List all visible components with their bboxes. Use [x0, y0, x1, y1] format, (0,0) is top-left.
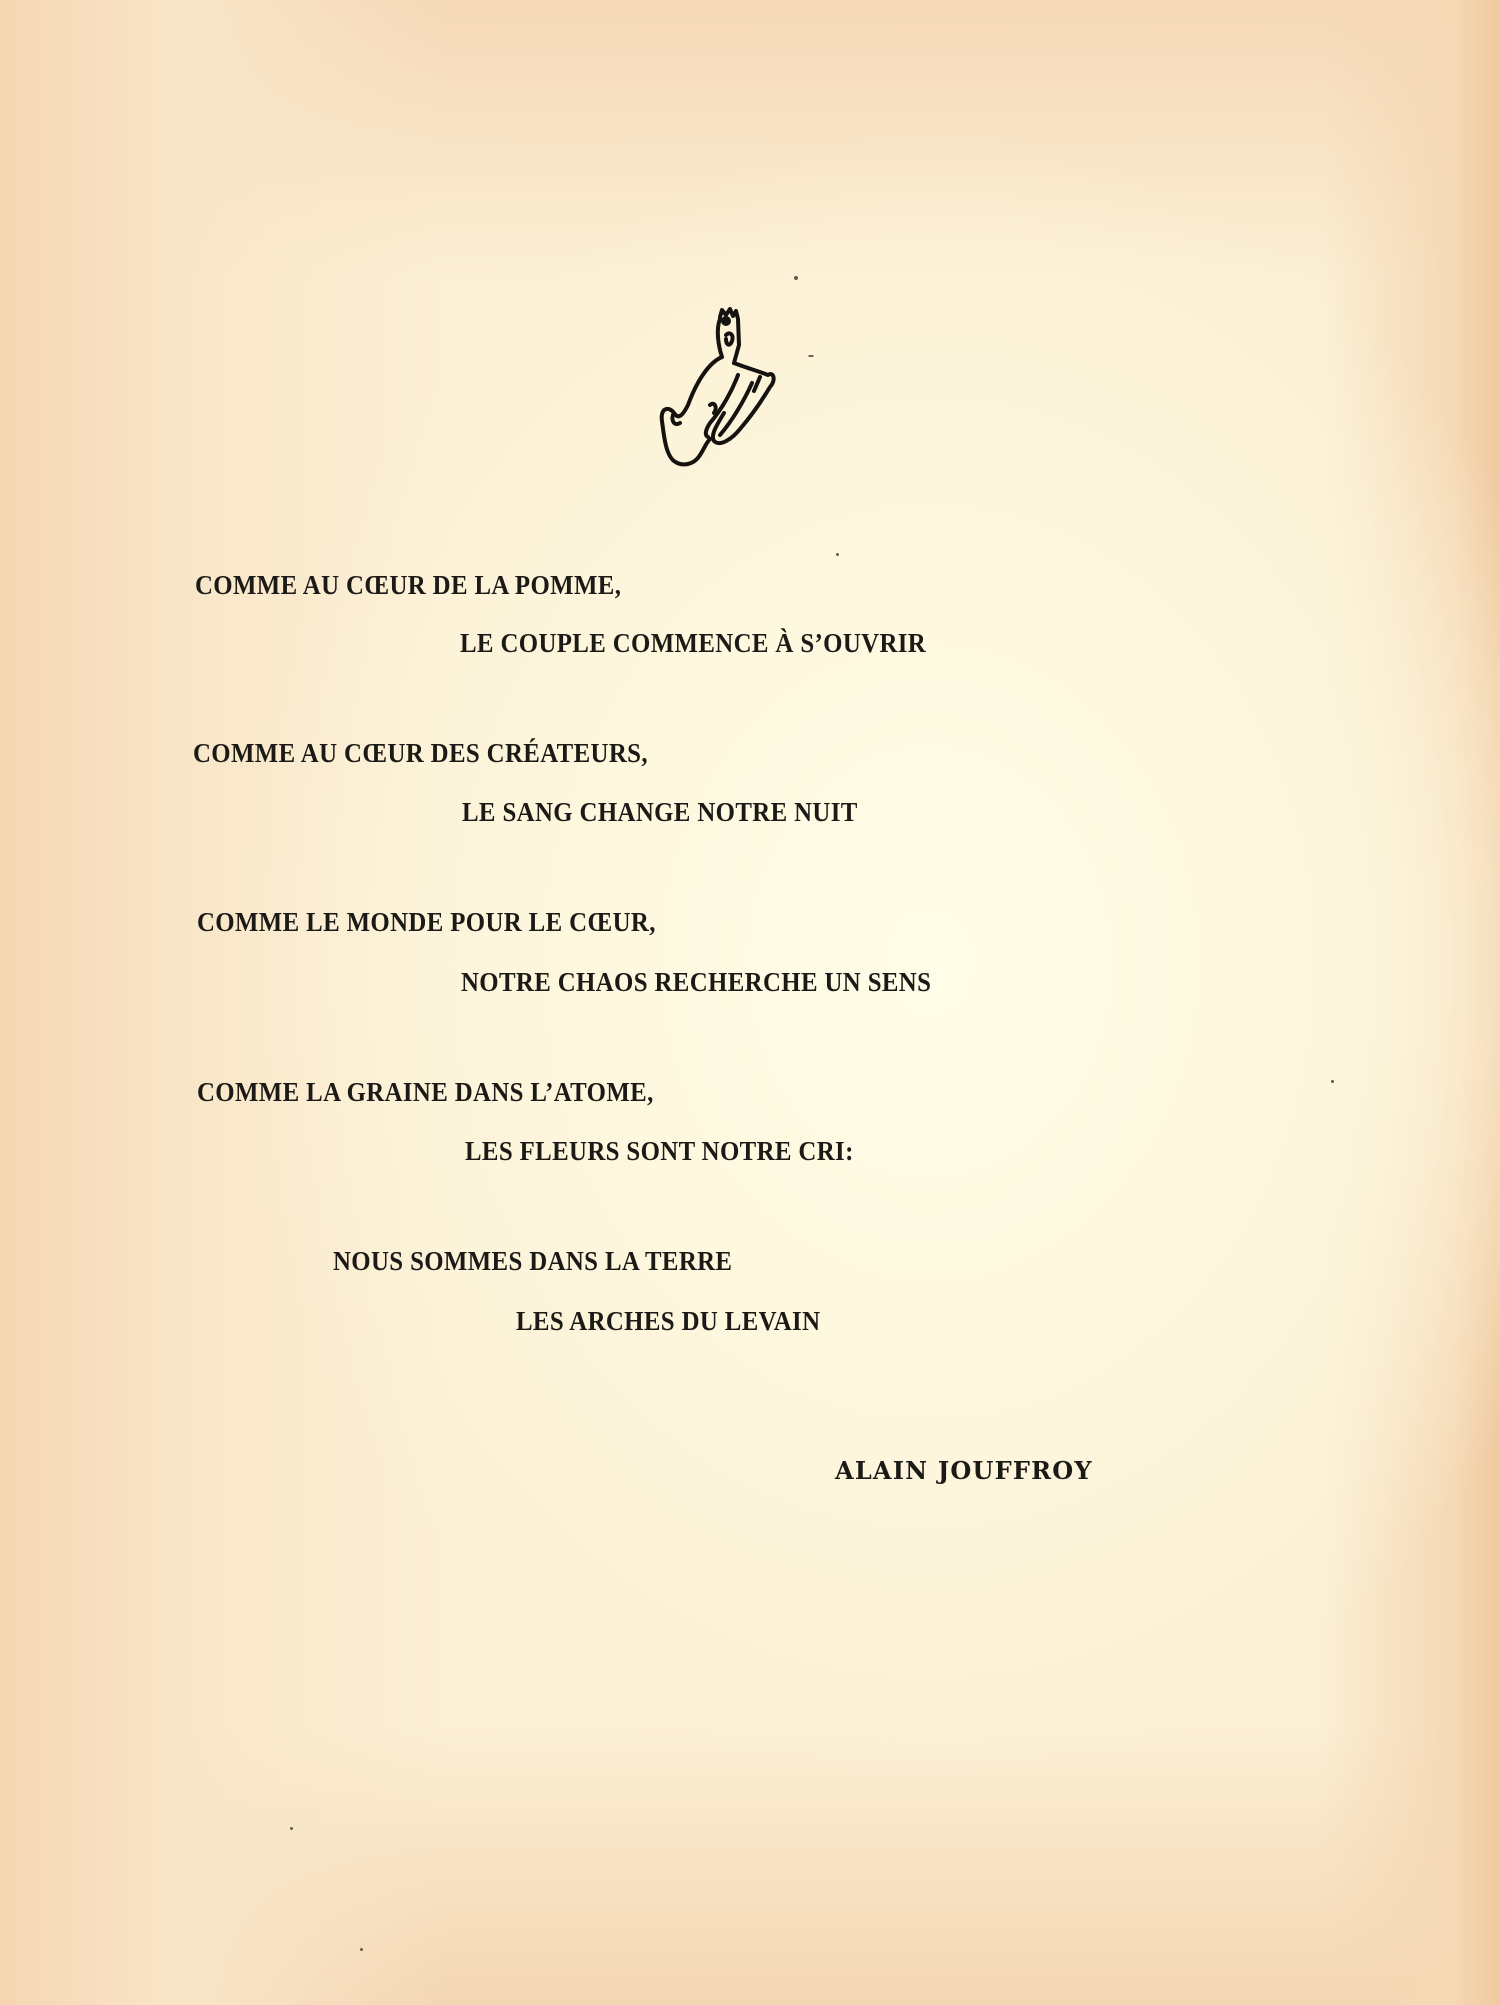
poem-line: LES FLEURS SONT NOTRE CRI: [465, 1136, 854, 1166]
poem-line: LE COUPLE COMMENCE À S’OUVRIR [460, 628, 927, 658]
poem-line: LE SANG CHANGE NOTRE NUIT [462, 797, 858, 827]
poem-line: LES ARCHES DU LEVAIN [516, 1306, 821, 1336]
poem-line: COMME LA GRAINE DANS L’ATOME, [197, 1077, 654, 1107]
paper-speck [808, 355, 814, 357]
poem-line: COMME LE MONDE POUR LE CŒUR, [197, 907, 656, 937]
author-signature: ALAIN JOUFFROY [835, 1456, 1093, 1485]
paper-speck [836, 553, 839, 556]
poem-line: NOUS SOMMES DANS LA TERRE [333, 1246, 733, 1276]
paper-speck [794, 276, 798, 280]
paper-speck [360, 1948, 363, 1951]
poem-line: NOTRE CHAOS RECHERCHE UN SENS [461, 967, 932, 997]
paper-speck [1331, 1080, 1334, 1083]
poem-line: COMME AU CŒUR DES CRÉATEURS, [193, 738, 648, 768]
paper-speck [290, 1827, 293, 1830]
poem-line: COMME AU CŒUR DE LA POMME, [195, 570, 622, 600]
hand-drawing-icon [648, 305, 788, 475]
